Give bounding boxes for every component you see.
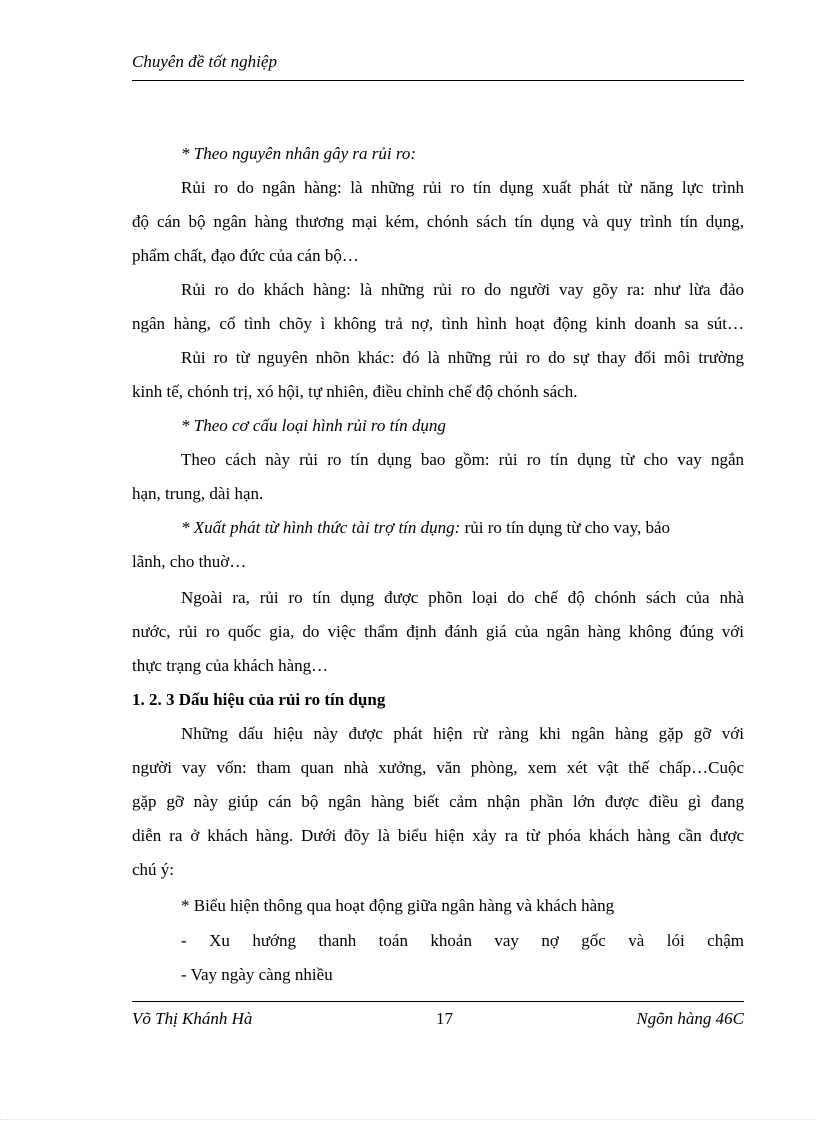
para-customer-risk-l1: Rủi ro do khách hàng: là những rủi ro do người vay gõy ra: như lừa đảo [181, 280, 744, 299]
footer-class: Ngõn hàng 46C [636, 1009, 744, 1028]
running-header: Chuyên đề tốt nghiệp [132, 52, 277, 71]
para-other-risk-l2: kinh tế, chónh trị, xó hội, tự nhiên, điều chỉnh chế độ chónh sách. [132, 382, 578, 401]
para-structure-l1: Theo cách này rủi ro tín dụng bao gồm: rủi ro tín dụng từ cho vay ngắn [181, 450, 744, 469]
heading-by-cause: * Theo nguyên nhân gây ra rủi ro: [181, 144, 416, 163]
para-indicators: * Biểu hiện thông qua hoạt động giữa ngân hàng và khách hàng [181, 896, 615, 915]
para-bank-risk-l2: độ cán bộ ngân hàng thương mại kém, chónh sách tín dụng và quy trình tín dụng, [132, 212, 744, 231]
para-signs-l2: người vay vốn: tham quan nhà xưởng, văn phòng, xem xét vật thế chấp…Cuộc [132, 758, 744, 777]
para-bank-risk-l1: Rủi ro do ngân hàng: là những rủi ro tín dụng xuất phát từ năng lực trình [181, 178, 744, 197]
footer-author: Võ Thị Khánh Hà [132, 1009, 253, 1028]
heading-by-structure: * Theo cơ cấu loại hình rủi ro tín dụng [181, 416, 446, 435]
para-signs-l5: chú ý: [132, 860, 175, 879]
para-signs-l1: Những dấu hiệu này được phát hiện rừ ràng khi ngân hàng gặp gỡ với [181, 724, 744, 743]
para-bank-risk-l3: phẩm chất, đạo đức của cán bộ… [132, 246, 359, 265]
page-edge-divider [0, 1119, 816, 1120]
para-financing-l1 [181, 517, 744, 539]
para-other-l3: thực trạng của khách hàng… [132, 656, 329, 675]
section-title: 1. 2. 3 Dấu hiệu của rủi ro tín dụng [132, 690, 386, 709]
para-other-l2: nước, rủi ro quốc gia, do việc thẩm định đánh giá của ngân hàng không đúng với [132, 622, 744, 641]
bullet-payment-trend: - Xu hướng thanh toán khoản vay nợ gốc và lói chậm [181, 931, 744, 950]
bullet-borrowing: - Vay ngày càng nhiều [181, 965, 333, 984]
para-structure-l2: hạn, trung, dài hạn. [132, 484, 264, 503]
para-other-risk-l1: Rủi ro từ nguyên nhõn khác: đó là những rủi ro do sự thay đổi môi trường [181, 348, 744, 367]
financing-rest: rủi ro tín dụng từ cho vay, bảo [460, 518, 671, 537]
header-rule [132, 80, 744, 81]
financing-lead: * Xuất phát từ hình thức tài trợ tín dụng: [181, 518, 461, 537]
para-financing-l2: lãnh, cho thuờ… [132, 552, 247, 571]
para-signs-l3: gặp gỡ này giúp cán bộ ngân hàng biết cảm nhận phần lớn được điều gì đang [132, 792, 744, 811]
para-other-l1: Ngoài ra, rủi ro tín dụng được phõn loại do chế độ chónh sách của nhà [181, 588, 744, 607]
para-customer-risk-l2: ngân hàng, cố tình chõy ì không trả nợ, tình hình hoạt động kinh doanh sa sút… [132, 314, 744, 333]
page-number: 17 [436, 1009, 453, 1028]
footer-rule [132, 1001, 744, 1002]
para-signs-l4: diễn ra ở khách hàng. Dưới đõy là biểu hiện xảy ra từ phóa khách hàng cần được [132, 826, 744, 845]
